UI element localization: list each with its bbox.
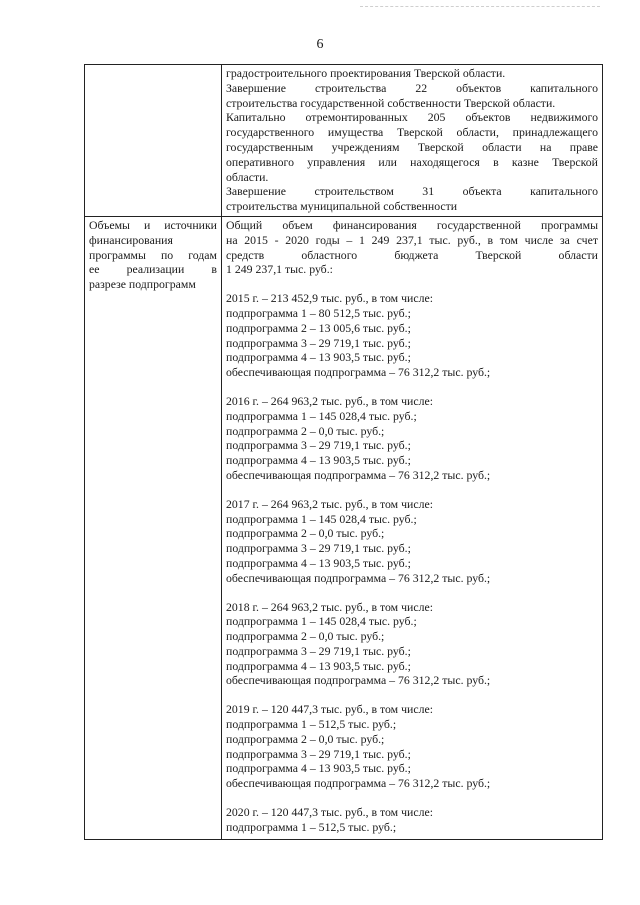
text-line: подпрограмма 3 – 29 719,1 тыс. руб.; [226,643,411,658]
text-line: государственным учреждениям Тверской области на праве [226,139,598,154]
text-line: подпрограмма 2 – 0,0 тыс. руб.; [226,526,385,541]
text-line: 1 249 237,1 тыс. руб.: [226,262,333,277]
text-line: обеспечивающая подпрограмма – 76 312,2 тыс. руб.; [226,365,491,380]
text-line: подпрограмма 2 – 0,0 тыс. руб.; [226,629,385,644]
text-line: подпрограмма 4 – 13 903,5 тыс. руб.; [226,453,411,468]
text-line: 2019 г. – 120 447,3 тыс. руб., в том числе: [226,702,433,717]
text-line: подпрограмма 1 – 145 028,4 тыс. руб.; [226,614,417,629]
financing-label [89,218,217,292]
text-line: подпрограмма 2 – 0,0 тыс. руб.; [226,423,385,438]
year-block [226,805,598,835]
text-line: подпрограмма 4 – 13 903,5 тыс. руб.; [226,350,411,365]
label-line: финансирования [89,232,173,247]
text-line: подпрограмма 1 – 512,5 тыс. руб.; [226,717,397,732]
text-line: подпрограмма 1 – 145 028,4 тыс. руб.; [226,511,417,526]
label-line: программы по годам [89,247,217,262]
year-block [226,600,598,689]
program-passport-table [84,64,603,840]
financing-intro [226,218,598,277]
year-block [226,497,598,586]
text-line: подпрограмма 4 – 13 903,5 тыс. руб.; [226,761,411,776]
table-row [85,216,603,839]
text-line: обеспечивающая подпрограмма – 76 312,2 тыс. руб.; [226,776,491,791]
text-line: средств областного бюджета Тверской области [226,247,598,262]
text-line: обеспечивающая подпрограмма – 76 312,2 тыс. руб.; [226,673,491,688]
text-line: обеспечивающая подпрограмма – 76 312,2 тыс. руб.; [226,467,491,482]
text-line: оперативного управления или находящегося в казне Тверской [226,154,598,169]
year-block [226,702,598,791]
scan-header-artifact [360,6,600,10]
text-line: подпрограмма 3 – 29 719,1 тыс. руб.; [226,746,411,761]
text-line: строительства государственной собственности Тверской области. [226,95,556,110]
text-line: подпрограмма 2 – 13 005,6 тыс. руб.; [226,320,411,335]
year-block [226,394,598,483]
row1-left-cell [85,65,222,217]
text-line: Завершение строительства 22 объектов капитального [226,80,598,95]
text-line: на 2015 - 2020 годы – 1 249 237,1 тыс. руб., в том числе за счет [226,232,598,247]
row2-right-cell [222,216,603,839]
text-line: подпрограмма 3 – 29 719,1 тыс. руб.; [226,541,411,556]
text-line: градостроительного проектирования Тверской области. [226,66,506,80]
text-line: 2016 г. – 264 963,2 тыс. руб., в том числе: [226,393,433,408]
text-line: 2017 г. – 264 963,2 тыс. руб., в том числе: [226,496,433,511]
text-line: 2018 г. – 264 963,2 тыс. руб., в том числе: [226,599,433,614]
row1-right-cell [222,65,603,217]
text-line: Капитально отремонтированных 205 объектов недвижимого [226,110,598,125]
text-line: обеспечивающая подпрограмма – 76 312,2 тыс. руб.; [226,570,491,585]
text-line: Завершение строительством 31 объекта капитального [226,184,598,199]
text-line: строительства муниципальной собственности [226,199,458,214]
text-line: подпрограмма 4 – 13 903,5 тыс. руб.; [226,555,411,570]
text-line: подпрограмма 4 – 13 903,5 тыс. руб.; [226,658,411,673]
table-row [85,65,603,217]
text-line: подпрограмма 2 – 0,0 тыс. руб.; [226,731,385,746]
text-line: 2020 г. – 120 447,3 тыс. руб., в том числе: [226,805,433,820]
text-line: области. [226,169,269,184]
page-number: 6 [316,37,324,52]
text-line: подпрограмма 3 – 29 719,1 тыс. руб.; [226,438,411,453]
financing-by-year [226,291,598,835]
text-line: государственного имущества Тверской области, принадлежащего [226,125,598,140]
row2-left-cell [85,216,222,839]
label-line: ее реализации в [89,262,217,277]
label-line: Объемы и источники [89,217,217,232]
text-line: подпрограмма 1 – 512,5 тыс. руб.; [226,819,397,834]
text-line: Общий объем финансирования государственной программы [226,217,598,232]
text-line: подпрограмма 1 – 80 512,5 тыс. руб.; [226,305,411,320]
year-block [226,291,598,380]
text-line: подпрограмма 3 – 29 719,1 тыс. руб.; [226,335,411,350]
text-line: 2015 г. – 213 452,9 тыс. руб., в том числе: [226,291,433,306]
label-line: разрезе подпрограмм [89,277,196,292]
text-line: подпрограмма 1 – 145 028,4 тыс. руб.; [226,408,417,423]
expected-results-text [226,66,598,214]
